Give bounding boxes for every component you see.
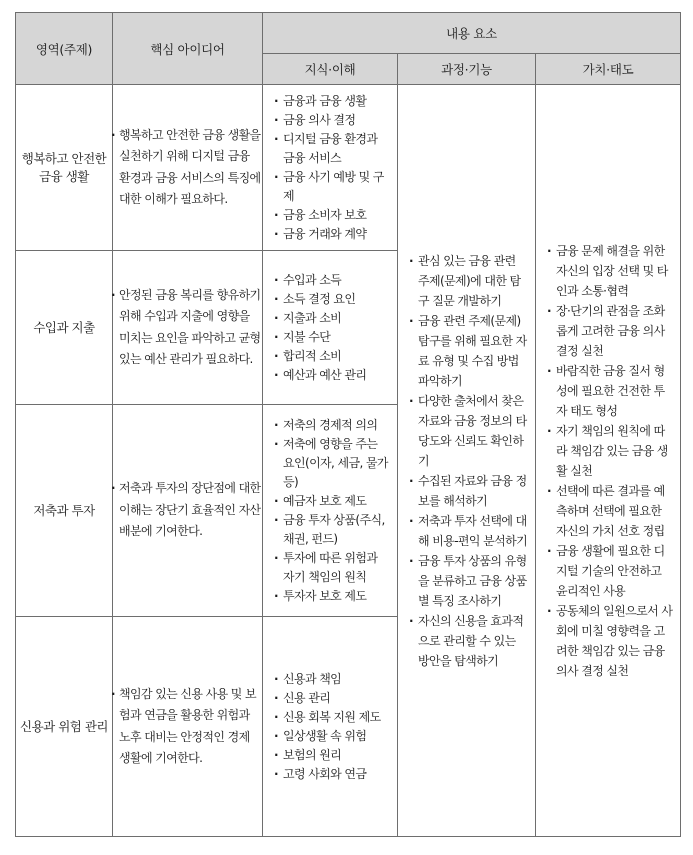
- knowledge-item: · 지출과 소비: [274, 309, 391, 328]
- process-item: · 금융 관련 주제(문제) 탐구를 위해 필요한 자료 유형 및 수집 방법 파악하기: [409, 311, 529, 391]
- knowledge-item: · 투자자 보호 제도: [274, 587, 391, 606]
- header-area: 영역(주제): [16, 13, 113, 85]
- curriculum-table: [15, 12, 681, 837]
- process-item: · 관심 있는 금융 관련 주제(문제)에 대한 탐구 질문 개발하기: [409, 251, 529, 311]
- knowledge-item: · 고령 사회와 연금: [274, 765, 391, 784]
- process-item: · 다양한 출처에서 찾은 자료와 금융 정보의 타당도와 신뢰도 확인하기: [409, 391, 529, 471]
- header-idea: 핵심 아이디어: [113, 13, 263, 85]
- value-item: · 바람직한 금융 질서 형성에 필요한 건전한 투자 태도 형성: [547, 361, 674, 421]
- idea-text: · 저축과 투자의 장단점에 대한 이해는 장단기 효율적인 자산 배분에 기여한다.: [113, 478, 262, 543]
- idea-cell: [113, 617, 263, 837]
- area-cell: 행복하고 안전한 금융 생활: [16, 85, 113, 251]
- process-item: · 저축과 투자 선택에 대해 비용-편익 분석하기: [409, 511, 529, 551]
- idea-text: · 행복하고 안전한 금융 생활을 실천하기 위해 디지털 금융 환경과 금융 서비스의 특징에 대한 이해가 필요하다.: [113, 125, 262, 211]
- knowledge-item: · 투자에 따른 위험과 자기 책임의 원칙: [274, 549, 391, 587]
- knowledge-item: · 수입과 소득: [274, 271, 391, 290]
- idea-text: · 안정된 금융 복리를 향유하기 위해 수입과 지출에 영향을 미치는 요인을 파악하고 균형 있는 예산 관리가 필요하다.: [113, 285, 262, 371]
- knowledge-item: · 신용 관리: [274, 689, 391, 708]
- area-cell: 저축과 투자: [16, 405, 113, 617]
- knowledge-item: · 신용 회복 지원 제도: [274, 708, 391, 727]
- process-cell: [398, 85, 536, 837]
- process-item: · 수집된 자료와 금융 정보를 해석하기: [409, 471, 529, 511]
- value-cell: [536, 85, 681, 837]
- header-process: 과정·기능: [398, 54, 536, 85]
- knowledge-cell: [263, 617, 398, 837]
- knowledge-item: · 저축의 경제적 의의: [274, 416, 391, 435]
- idea-cell: [113, 405, 263, 617]
- process-item: · 자신의 신용을 효과적으로 관리할 수 있는 방안을 탐색하기: [409, 611, 529, 671]
- knowledge-item: · 금융 사기 예방 및 구제: [274, 168, 391, 206]
- knowledge-item: · 신용과 책임: [274, 670, 391, 689]
- header-value: 가치·태도: [536, 54, 681, 85]
- value-item: · 선택에 따른 결과를 예측하며 선택에 필요한 자신의 가치 선호 정립: [547, 481, 674, 541]
- knowledge-item: · 금융 소비자 보호: [274, 206, 391, 225]
- knowledge-item: · 예금자 보호 제도: [274, 492, 391, 511]
- knowledge-item: · 지불 수단: [274, 328, 391, 347]
- value-item: · 공동체의 일원으로서 사회에 미칠 영향력을 고려한 책임감 있는 금융 의사 결정 실천: [547, 601, 674, 681]
- idea-cell: [113, 85, 263, 251]
- value-item: · 금융 생활에 필요한 디지털 기술의 안전하고 윤리적인 사용: [547, 541, 674, 601]
- knowledge-cell: [263, 251, 398, 405]
- idea-text: · 책임감 있는 신용 사용 및 보험과 연금을 활용한 위험과 노후 대비는 안정적인 경제 생활에 기여한다.: [113, 684, 262, 770]
- knowledge-item: · 보험의 원리: [274, 746, 391, 765]
- value-item: · 금융 문제 해결을 위한 자신의 입장 선택 및 타인과 소통·협력: [547, 241, 674, 301]
- knowledge-item: · 금융 거래와 계약: [274, 225, 391, 244]
- idea-cell: [113, 251, 263, 405]
- area-cell: 수입과 지출: [16, 251, 113, 405]
- knowledge-item: · 합리적 소비: [274, 347, 391, 366]
- header-knowledge: 지식·이해: [263, 54, 398, 85]
- knowledge-item: · 금융 투자 상품(주식, 채권, 펀드): [274, 511, 391, 549]
- process-item: · 금융 투자 상품의 유형을 분류하고 금융 상품별 특징 조사하기: [409, 551, 529, 611]
- knowledge-item: · 소득 결정 요인: [274, 290, 391, 309]
- knowledge-item: · 금융 의사 결정: [274, 111, 391, 130]
- knowledge-item: · 금융과 금융 생활: [274, 92, 391, 111]
- area-cell: 신용과 위험 관리: [16, 617, 113, 837]
- knowledge-cell: [263, 405, 398, 617]
- knowledge-item: · 디지털 금융 환경과 금융 서비스: [274, 130, 391, 168]
- value-item: · 자기 책임의 원칙에 따라 책임감 있는 금융 생활 실천: [547, 421, 674, 481]
- knowledge-item: · 저축에 영향을 주는 요인(이자, 세금, 물가 등): [274, 435, 391, 492]
- header-content: 내용 요소: [263, 13, 681, 54]
- knowledge-item: · 일상생활 속 위험: [274, 727, 391, 746]
- knowledge-cell: [263, 85, 398, 251]
- knowledge-item: · 예산과 예산 관리: [274, 366, 391, 385]
- value-item: · 장·단기의 관점을 조화롭게 고려한 금융 의사 결정 실천: [547, 301, 674, 361]
